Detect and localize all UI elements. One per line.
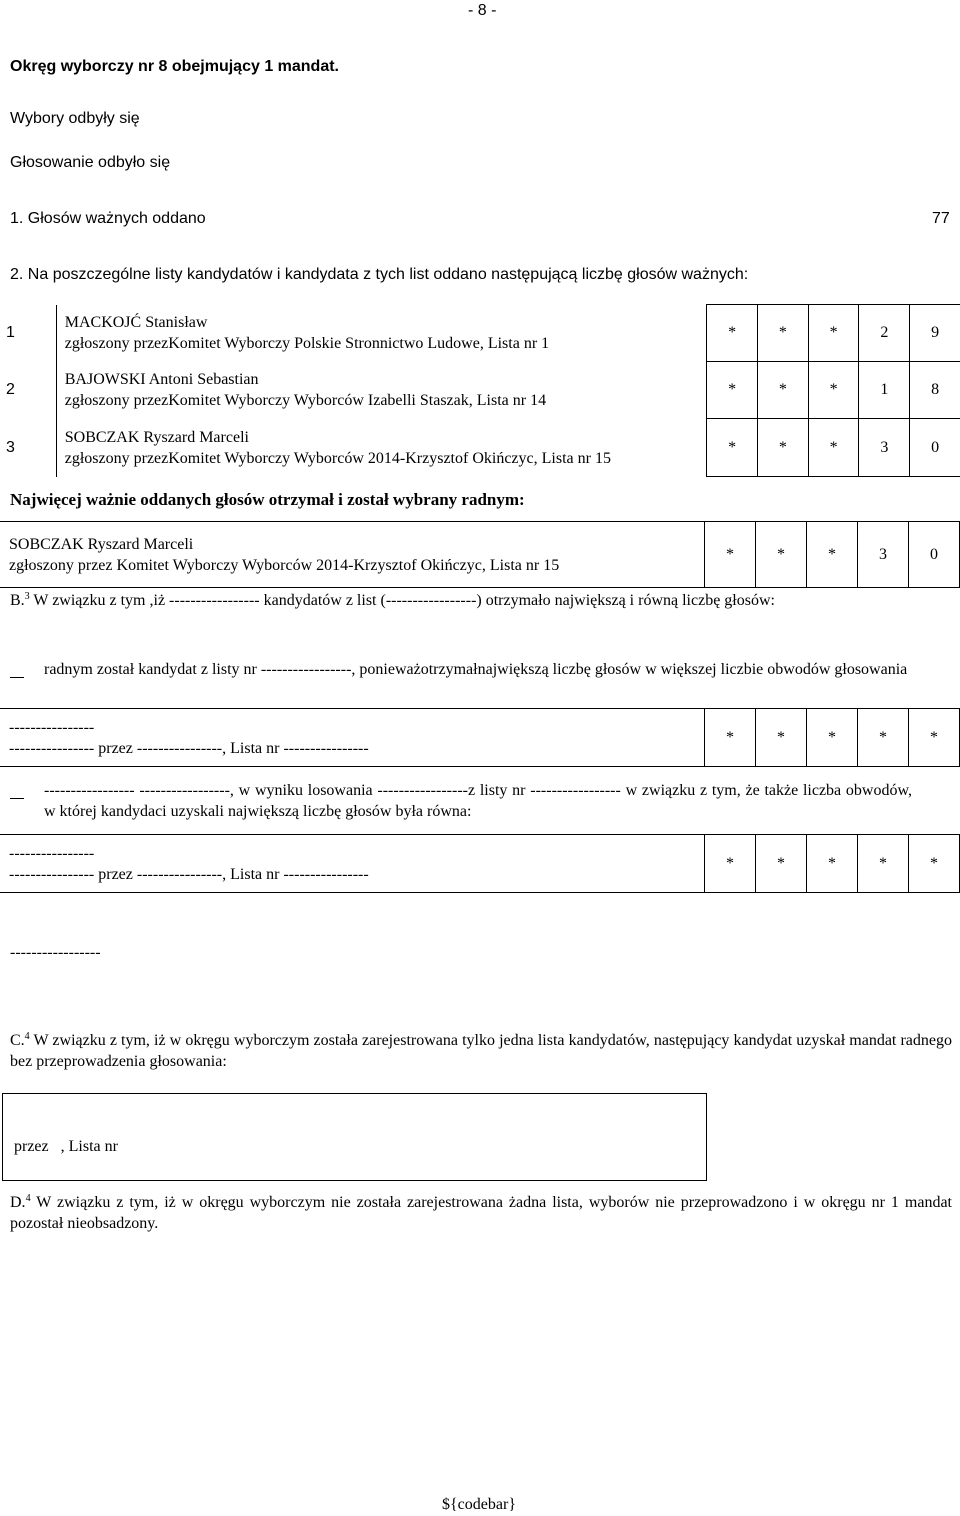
candidate-name: MACKOJĆ Stanisław: [64, 314, 208, 331]
digit-cell: *: [705, 522, 756, 588]
digit-cell: *: [758, 305, 809, 362]
section-b-bullet-1: radnym został kandydat z listy nr -----------------, ponieważotrzymałnajwiększą liczbę głosów w większej liczbie obwodów głosowania: [44, 661, 908, 678]
box-2-info: [0, 835, 705, 893]
footer-code: ${codebar}: [442, 1496, 516, 1513]
section-c-text: [10, 1030, 952, 1072]
section-c-body: W związku z tym, iż w okręgu wyborczym została zarejestrowana tylko jedna lista kandydatów, następujący kandydat uzyskał mandat radnego bez przeprowadzenia głosowania:: [10, 1032, 952, 1070]
digit-cell: *: [807, 522, 858, 588]
valid-votes-value: 77: [932, 210, 950, 227]
valid-votes-label: 1. Głosów ważnych oddano: [10, 210, 206, 227]
winner-detail: zgłoszony przez Komitet Wyborczy Wyborców 2014-Krzysztof Okińczyc, Lista nr 15: [9, 556, 560, 574]
section-b-footnote: 3: [24, 591, 30, 602]
digit-cell: *: [705, 709, 756, 767]
election-held-text: Wybory odbyły się: [10, 110, 140, 127]
digit-cell: *: [909, 835, 960, 893]
digit-cell: *: [808, 305, 859, 362]
digit-cell: 9: [910, 305, 960, 362]
candidate-info: [56, 419, 707, 477]
section-b-body: W związku z tym ,iż ----------------- kandydatów z list (-----------------) otrzymało największą i równą liczbę głosów:: [29, 592, 775, 609]
box-2-line-2: ---------------- przez ----------------, Lista nr ----------------: [9, 865, 369, 883]
digit-cell: 3: [859, 419, 910, 477]
section-b-box-1: [0, 708, 960, 767]
digit-cell: *: [807, 709, 858, 767]
candidate-detail: zgłoszony przezKomitet Wyborczy Polskie Stronnictwo Ludowe, Lista nr 1: [64, 335, 550, 352]
section-b-bullet-2: ----------------- -----------------, w wyniku losowania -----------------z listy nr ----------------- w związku z tym, że także liczba obwodów, w której kandydaci uzyskali największą liczbę głosów była równa:: [44, 782, 912, 820]
candidate-name: BAJOWSKI Antoni Sebastian: [64, 371, 259, 388]
bullet-dash: [10, 789, 24, 807]
table-row: [0, 305, 960, 362]
digit-cell: *: [858, 709, 909, 767]
digit-cell: *: [707, 305, 758, 362]
digit-cell: *: [858, 835, 909, 893]
candidate-name: SOBCZAK Ryszard Marceli: [64, 428, 249, 446]
section-c-box-text: przez , Lista nr: [14, 1138, 118, 1155]
digit-cell: 8: [910, 362, 960, 419]
digit-cell: 2: [859, 305, 910, 362]
section-b-text: [10, 590, 952, 611]
section-c-footnote: 4: [24, 1031, 30, 1042]
section-d-text: [10, 1192, 952, 1234]
box-1-info: [0, 709, 705, 767]
digit-cell: *: [808, 362, 859, 419]
section-b-box-2: [0, 834, 960, 893]
box-1-line-1: ----------------: [9, 718, 95, 736]
winner-info: [0, 522, 705, 588]
votes-per-list-label: 2. Na poszczególne listy kandydatów i kandydata z tych list oddano następującą liczbę głosów ważnych:: [10, 266, 749, 283]
candidate-info: [56, 305, 707, 362]
digit-cell: *: [758, 419, 809, 477]
box-2-line-1: ----------------: [9, 844, 95, 862]
digit-cell: 3: [858, 522, 909, 588]
bullet-dash: [10, 668, 24, 686]
digit-cell: *: [756, 835, 807, 893]
section-d-letter: D.: [10, 1194, 26, 1211]
section-d-body: W związku z tym, iż w okręgu wyborczym nie została zarejestrowana żadna lista, wyborów nie przeprowadzono i w okręgu nr 1 mandat pozostał nieobsadzony.: [10, 1194, 952, 1232]
district-header: Okręg wyborczy nr 8 obejmujący 1 mandat.: [10, 58, 339, 75]
digit-cell: 0: [909, 522, 960, 588]
digit-cell: *: [756, 709, 807, 767]
digit-cell: *: [807, 835, 858, 893]
candidates-table: [0, 304, 960, 477]
winner-table: [0, 521, 960, 588]
candidate-detail: zgłoszony przezKomitet Wyborczy Wyborców 2014-Krzysztof Okińczyc, Lista nr 15: [64, 449, 611, 467]
candidate-number: 3: [0, 419, 56, 477]
box-1-line-2: ---------------- przez ----------------, Lista nr ----------------: [9, 739, 369, 757]
trailing-dashes: -----------------: [10, 944, 101, 961]
digit-cell: *: [707, 419, 758, 477]
table-row: [0, 362, 960, 419]
digit-cell: *: [756, 522, 807, 588]
candidate-detail: zgłoszony przezKomitet Wyborczy Wyborców Izabelli Staszak, Lista nr 14: [64, 392, 547, 409]
page-number: - 8 -: [468, 2, 497, 19]
digit-cell: *: [808, 419, 859, 477]
candidate-info: [56, 362, 707, 419]
digit-cell: 0: [910, 419, 960, 477]
winner-name: SOBCZAK Ryszard Marceli: [9, 535, 194, 553]
candidate-number: 1: [0, 305, 56, 362]
section-c-box: [2, 1093, 707, 1181]
digit-cell: 1: [859, 362, 910, 419]
voting-held-text: Głosowanie odbyło się: [10, 154, 171, 171]
section-c-letter: C.: [10, 1032, 25, 1049]
section-d-footnote: 4: [25, 1193, 31, 1204]
digit-cell: *: [707, 362, 758, 419]
digit-cell: *: [758, 362, 809, 419]
section-b-letter: B.: [10, 592, 25, 609]
table-row: [0, 419, 960, 477]
digit-cell: *: [909, 709, 960, 767]
winner-header: Najwięcej ważnie oddanych głosów otrzymał i został wybrany radnym:: [10, 490, 525, 509]
digit-cell: *: [705, 835, 756, 893]
candidate-number: 2: [0, 362, 56, 419]
